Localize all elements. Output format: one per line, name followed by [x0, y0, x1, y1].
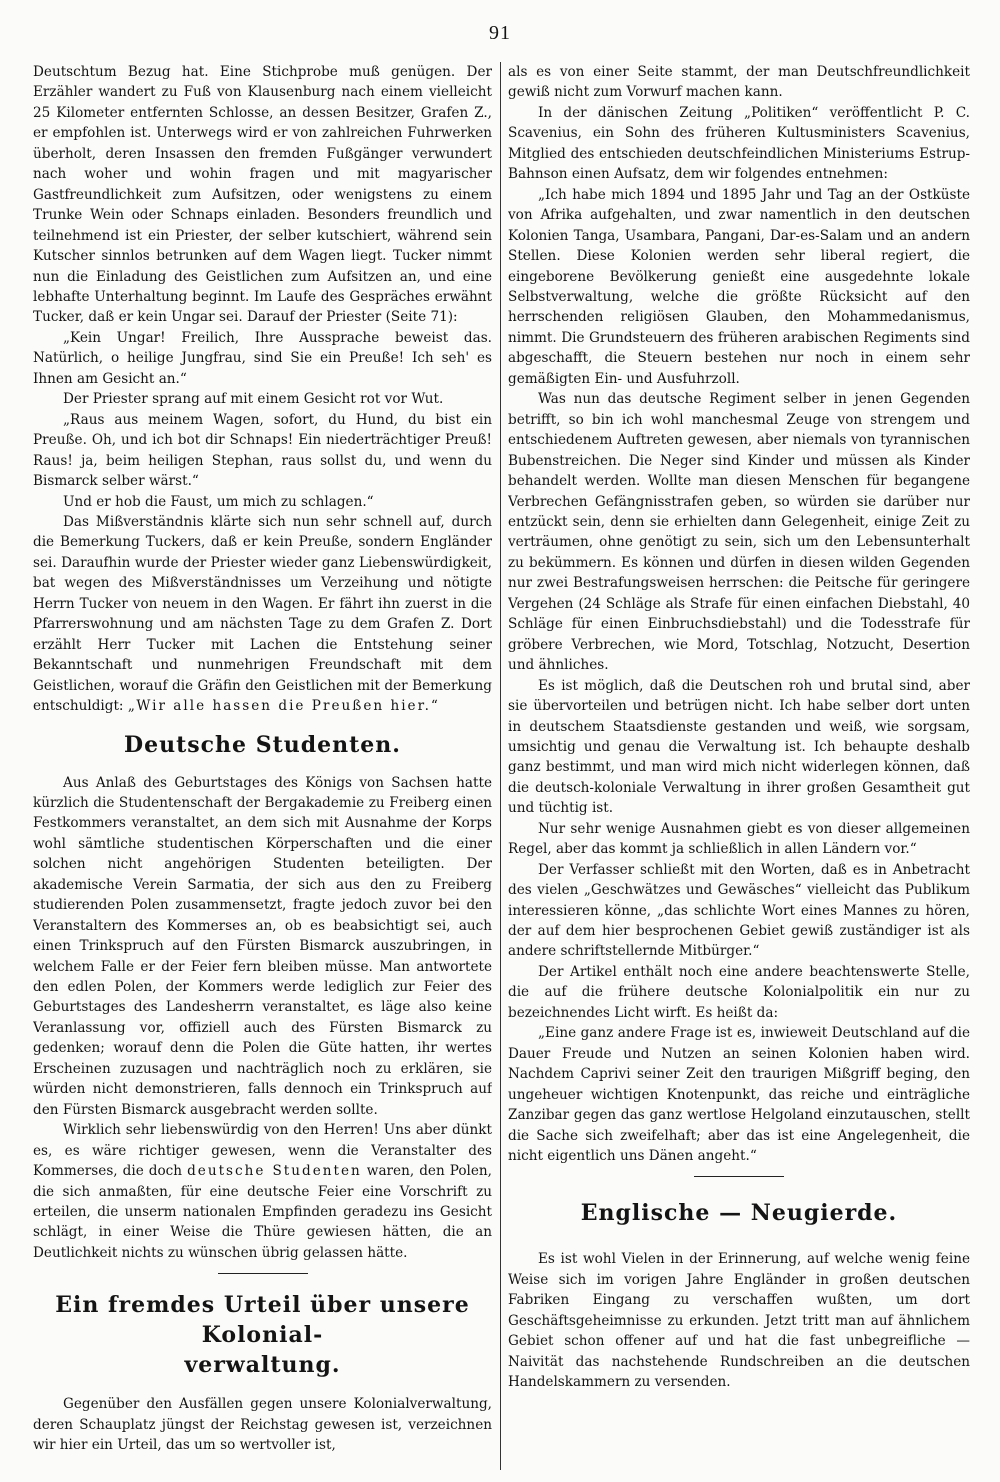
paragraph: Und er hob die Faust, um mich zu schlagen.“	[63, 493, 374, 510]
quote-paragraph: „Ich habe mich 1894 und 1895 Jahr und Tag an der Ostküste von Afrika aufgehalten, und zwar namentlich in den deutschen Kolonien Tanga, Usambara, Pangani, Dar-es-Salam und an andern Stellen. Diese Kolonien werden sehr liberal regiert, die eingeborene Bevölkerung genießt eine ausgedehnte lokale Selbstverwaltung, welche die größte Rücksicht auf den herrschenden religiösen Glauben, den Mohammedanismus, nimmt. Die Grundsteuern des früheren arabischen Regiments sind abgeschafft, die Steuern bestehen nur noch in einem sehr gemäßigten Ein- und Ausfuhrzoll.	[508, 186, 970, 387]
emphasized-quote: „Wir alle hassen die Preußen hier.“	[127, 698, 440, 715]
paragraph: als es von einer Seite stammt, der man Deutschfreundlichkeit gewiß nicht zum Vorwurf machen kann.	[508, 64, 970, 101]
paragraph-text: Wirklich sehr liebenswürdig von den Herren! Uns aber dünkt es, es wäre richtiger gewesen, wenn die Veranstalter des Kommerses, die doch	[33, 1122, 492, 1180]
heading-line: verwaltung.	[184, 1352, 341, 1379]
paragraph-text: waren, den Polen, die sich anmaßten, für eine deutsche Feier eine Vorschrift zu erteilen, die unserm nationalen Empfinden geradezu ins Gesicht schlägt, in einer Weise die Thüre gewiesen hätten, die an Deutlichkeit nichts zu wünschen übrig gelassen hätte.	[33, 1163, 492, 1261]
paragraph: Aus Anlaß des Geburtstages des Königs von Sachsen hatte kürzlich die Studentenschaft der Bergakademie zu Freiberg einen Festkommers veranstaltet, an dem sich mit Ausnahme der Korps wohl sämtliche studentischen Körperschaften und die einer solchen nicht angehörigen Studenten beteiligten. Der akademische Verein Sarmatia, der sich aus den zu Freiberg studierenden Polen zusammensetzt, fragte jedoch zuvor bei den Veranstaltern des Kommerses an, ob es beabsichtigt sei, auch einen Trinkspruch auf den Fürsten Bismarck auszubringen, in welchem Falle er der Feier fern bleiben müsse. Man antwortete den edlen Polen, der Kommers werde lediglich zur Feier des Geburtstages des Landesherrn veranstaltet, es läge also keine Veranlassung vor, offiziell auch des Fürsten Bismarck zu gedenken; worauf denn die Polen die Güte hatten, ihr wertes Erscheinen zuzusagen und nachträglich noch zu erklären, sie würden nicht demonstrieren, falls dennoch ein Trinkspruch auf den Fürsten Bismarck ausgebracht werden sollte.	[33, 774, 492, 1118]
quote-paragraph: Was nun das deutsche Regiment selber in jenen Gegenden betrifft, so bin ich wohl manchesmal Zeuge von strengem und entschiedenem Auftreten gewesen, aber niemals von tyrannischen Bubenstreichen. Die Neger sind Kinder und müssen als Kinder behandelt werden. Wollte man diesen Menschen für begangene Verbrechen Gefängnisstrafen geben, so würden sie darüber nur entzückt sein, denn sie erhielten dann Gelegenheit, einige Zeit zu verträumen, ohne genötigt zu sein, sich um den Lebensunterhalt zu bekümmern. Es können und dürfen in diesen wilden Gegenden nur zwei Bestrafungsweisen herrschen: die Peitsche für geringere Vergehen (24 Schläge als Strafe für einen einfachen Diebstahl, 40 Schläge für einen Einbruchsdiebstahl) und die Todesstrafe für gröbere Verbrechen, wie Mord, Totschlag, Notzucht, Desertion und ähnliches.	[508, 391, 970, 674]
quote-paragraph: Es ist möglich, daß die Deutschen roh und brutal sind, aber sie übervorteilen und betrügen nicht. Ich habe selber dort unten in deutschem Staatsdienste gestanden und weiß, wie sorgsam, umsichtig und genau die Verwaltung ist. Ich behaupte deshalb ganz bestimmt, und man wird mich nicht widerlegen können, daß die deutsch-koloniale Verwaltung in ihrer großen Gesamtheit gut und tüchtig ist.	[508, 677, 970, 817]
paragraph: Deutschtum Bezug hat. Eine Stichprobe muß genügen. Der Erzähler wandert zu Fuß von Klausenburg nach einem vielleicht 25 Kilometer entfernten Schlosse, an dessen Besitzer, Grafen Z., er empfohlen ist. Unterwegs wird er von zahlreichen Fuhrwerken überholt, deren Insassen den fremden Fußgänger verwundert nach woher und wohin fragen und mit magyarischer Gastfreundlichkeit zum Aufsitzen, oder wenigstens zu einem Trunke Wein oder Schnaps einladen. Besonders freundlich und teilnehmend ist ein Priester, der selber kutschiert, während sein Kutscher sinnlos betrunken auf dem Wagen liegt. Tucker nimmt nun die Einladung des Geistlichen zum Aufsitzen an, und eine lebhafte Unterhaltung beginnt. Im Laufe des Gespräches erwähnt Tucker, daß er kein Ungar sei. Darauf der Priester (Seite 71):	[33, 64, 492, 326]
quote-paragraph: „Kein Ungar! Freilich, Ihre Aussprache beweist das. Natürlich, o heilige Jungfrau, sind Sie ein Preuße! Ich seh' es Ihnen am Gesicht an.“	[33, 329, 492, 387]
paragraph-text: Das Mißverständnis klärte sich nun sehr schnell auf, durch die Bemerkung Tuckers, daß er kein Preuße, sondern Engländer sei. Daraufhin wurde der Priester wieder ganz Liebenswürdigkeit, bat wegen des Mißverständnisses um Verzeihung und nötigte Herrn Tucker von neuem in den Wagen. Er fährt ihn zuerst in die Pfarrerswohnung und am nächsten Tage zu dem Grafen Z. Dort erzählt Herr Tucker mit Lachen die Entstehung seiner Bekanntschaft und nunmehrigen Freundschaft mit dem Geistlichen, worauf die Gräfin den Geistlichen mit der Bemerkung entschuldigt:	[33, 513, 492, 715]
paragraph: Der Artikel enthält noch eine andere beachtenswerte Stelle, die auf die frühere deutsche Kolonialpolitik ein nur zu bezeichnendes Licht wirft. Es heißt da:	[508, 963, 970, 1021]
section-separator	[218, 1273, 308, 1274]
quote-paragraph: Nur sehr wenige Ausnahmen giebt es von dieser allgemeinen Regel, aber das kommt ja schließlich in allen Ländern vor.“	[508, 820, 970, 858]
paragraph: Gegenüber den Ausfällen gegen unsere Kolonialverwaltung, deren Schauplatz jüngst der Reichstag gewesen ist, verzeichnen wir hier ein Urteil, das um so wertvoller ist,	[33, 1396, 492, 1454]
paragraph: Es ist wohl Vielen in der Erinnerung, auf welche wenig feine Weise sich im vorigen Jahre Engländer in großen deutschen Fabriken Eingang zu verschaffen wußten, um dort Geschäftsgeheimnisse zu erkunden. Jetzt tritt man auf ähnlichem Gebiet schon offener auf und hat die fast unbegreifliche — Naivität das nachstehende Rundschreiben an die deutschen Handelskammern zu versenden.	[508, 1251, 970, 1391]
paragraph: Der Priester sprang auf mit einem Gesicht rot vor Wut.	[63, 391, 444, 408]
page-number: 91	[489, 22, 511, 44]
paragraph: In der dänischen Zeitung „Politiken“ veröffentlicht P. C. Scavenius, ein Sohn des früheren Kultusministers Scavenius, Mitglied des entschieden deutschfeindlichen Ministeriums Estrup-Bahnson einen Aufsatz, dem wir folgendes entnehmen:	[508, 104, 970, 183]
column-divider	[500, 62, 501, 1470]
paragraph	[33, 512, 492, 717]
emphasized-text: deutsche Studenten	[187, 1163, 362, 1180]
article-heading: Deutsche Studenten.	[124, 731, 401, 758]
quote-paragraph: „Eine ganz andere Frage ist es, inwieweit Deutschland auf die Dauer Freude und Nutzen an seinen Kolonien haben wird. Nachdem Caprivi seiner Zeit den traurigen Mißgriff beging, den ungeheuer wichtigen Knotenpunkt, das reiche und einträgliche Zanzibar gegen das ganz wertlose Helgoland einzutauschen, stellt die Sache sich zweifelhaft; aber das ist eine Angelegenheit, die nicht eigentlich uns Dänen angeht.“	[508, 1025, 970, 1165]
right-column	[508, 62, 970, 1467]
heading-line: Ein fremdes Urteil über unsere Kolonial-	[55, 1292, 470, 1349]
article-heading: Englische — Neugierde.	[580, 1200, 898, 1227]
article-heading	[33, 1290, 492, 1380]
paragraph	[33, 1120, 492, 1263]
paragraph: Der Verfasser schließt mit den Worten, daß es in Anbetracht des vielen „Geschwätzes und Gewäsches“ vielleicht das Publikum interessieren könne, „das schlichte Wort eines Mannes zu hören, der auf dem hier besprochenen Gebiet gewiß zuständiger ist als andere schriftstellernde Mitbürger.“	[508, 861, 970, 960]
quote-paragraph: „Raus aus meinem Wagen, sofort, du Hund, du bist ein Preuße. Oh, und ich bot dir Schnaps! Ein niederträchtiger Preuß! Raus! ja, beim heiligen Stephan, raus sollst du, und wenn du Bismarck selber wärst.“	[33, 411, 492, 490]
left-column	[33, 62, 492, 1467]
section-separator	[694, 1176, 784, 1177]
